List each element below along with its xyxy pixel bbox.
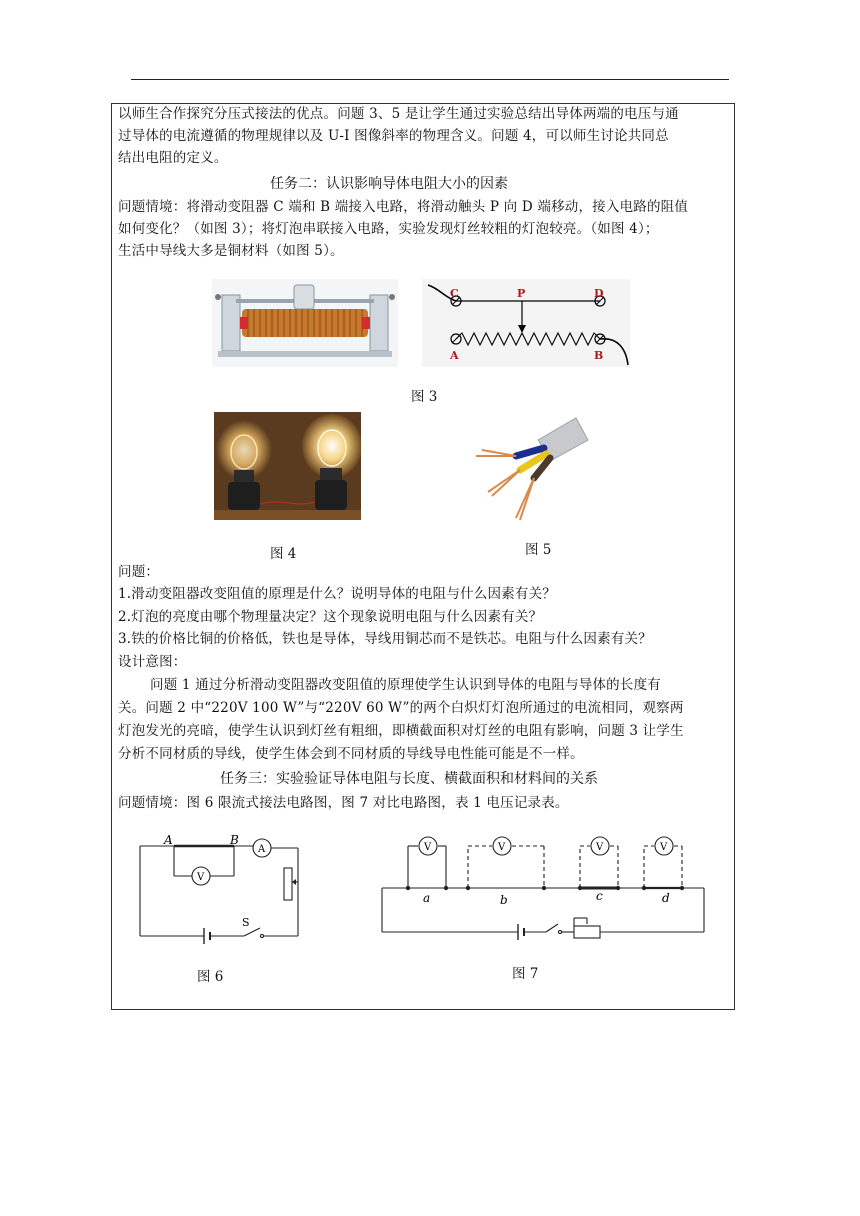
fig6-label-a: A: [164, 833, 173, 847]
fig7-label-a: a: [423, 891, 431, 905]
fig7-label-b: b: [500, 893, 508, 907]
header-rule: [131, 79, 729, 80]
design-line-2: 关。问题 2 中“220V 100 W”与“220V 60 W”的两个白炽灯灯泡所通过的电流相同，观察两: [118, 700, 684, 716]
task2-title: 任务二：认识影响导体电阻大小的因素: [270, 176, 508, 192]
rheostat-photo: [212, 279, 398, 367]
task3-situation: 问题情境：图 6 限流式接法电路图，图 7 对比电路图，表 1 电压记录表。: [118, 795, 569, 811]
fig7-voltmeter-a: V: [424, 842, 432, 853]
fig7-voltmeter-c: V: [596, 842, 604, 853]
task2-situation-line-1: 问题情境：将滑动变阻器 C 端和 B 端接入电路，将滑动触头 P 向 D 端移动，接入电路的阻值: [118, 199, 689, 215]
voltmeter-symbol: V: [197, 872, 205, 883]
intro-line-2: 过导体的电流遵循的物理规律以及 U-I 图像斜率的物理含义。问题 4，可以师生讨论共同总: [118, 128, 669, 144]
fig6-circuit: [134, 832, 310, 944]
bulbs-photo: [214, 412, 361, 520]
fig5-caption: 图 5: [525, 542, 552, 558]
label-d: D: [594, 287, 604, 300]
task3-title: 任务三：实验验证导体电阻与长度、横截面积和材料间的关系: [220, 771, 598, 787]
fig4-caption: 图 4: [270, 546, 297, 562]
fig6-caption: 图 6: [197, 969, 224, 985]
design-line-1: 问题 1 通过分析滑动变阻器改变阻值的原理使学生认识到导体的电阻与导体的长度有: [150, 677, 661, 693]
cable-photo: [472, 412, 592, 524]
design-intent-title: 设计意图：: [118, 654, 187, 670]
design-line-3: 灯泡发光的亮暗，使学生认识到灯丝有粗细，即横截面积对灯丝的电阻有影响，问题 3 让学生: [118, 723, 684, 739]
label-b: B: [594, 349, 604, 362]
question-3: 3.铁的价格比铜的价格低，铁也是导体，导线用铜芯而不是铁芯。电阻与什么因素有关？: [118, 631, 652, 647]
fig7-caption: 图 7: [512, 966, 539, 982]
intro-line-1: 以师生合作探究分压式接法的优点。问题 3、5 是让学生通过实验总结出导体两端的电压与通: [118, 106, 679, 122]
task2-situation-line-2: 如何变化？（如图 3）；将灯泡串联接入电路，实验发现灯丝较粗的灯泡较亮。（如图 4）；: [118, 221, 659, 237]
switch-label: S: [242, 916, 250, 929]
fig7-label-c: c: [596, 889, 603, 903]
fig7-label-d: d: [662, 891, 670, 905]
question-1: 1.滑动变阻器改变阻值的原理是什么？说明导体的电阻与什么因素有关？: [118, 586, 556, 602]
label-c: C: [450, 287, 459, 300]
fig7-voltmeter-d: V: [660, 842, 668, 853]
task2-situation-line-3: 生活中导线大多是铜材料（如图 5）。: [118, 243, 344, 259]
rheostat-schematic: [422, 279, 630, 367]
fig6-label-b: B: [230, 833, 239, 847]
ammeter-symbol: A: [258, 844, 266, 855]
fig3-caption: 图 3: [411, 389, 438, 405]
question-2: 2.灯泡的亮度由哪个物理量决定？这个现象说明电阻与什么因素有关？: [118, 609, 543, 625]
label-p: P: [517, 287, 526, 300]
fig7-circuit: [378, 832, 708, 942]
questions-title: 问题：: [118, 564, 160, 580]
intro-line-3: 结出电阻的定义。: [118, 150, 228, 166]
design-line-4: 分析不同材质的导线，使学生体会到不同材质的导线导电性能可能是不一样。: [118, 746, 584, 762]
label-a: A: [450, 349, 459, 362]
fig7-voltmeter-b: V: [498, 842, 506, 853]
